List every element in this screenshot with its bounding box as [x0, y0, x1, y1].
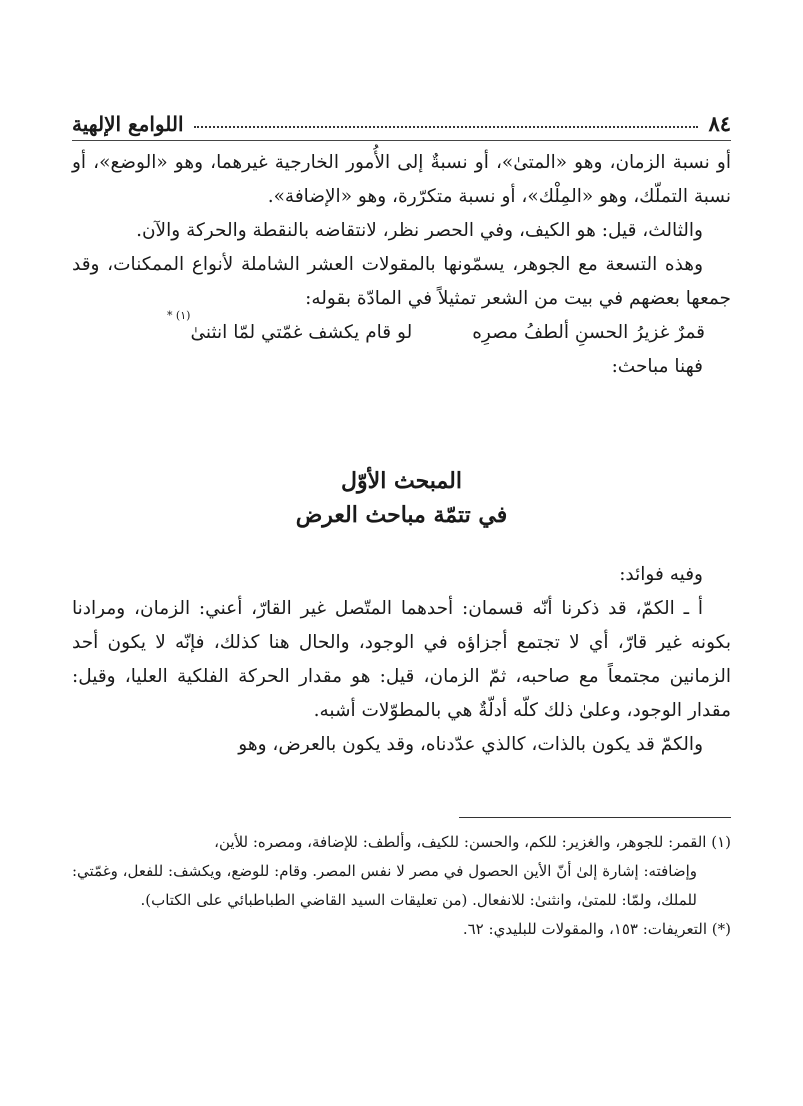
section-subtitle: في تتمّة مباحث العرض — [295, 502, 508, 528]
header-rule — [72, 140, 731, 141]
paragraph: فهنا مباحث: — [611, 356, 703, 377]
footnote-2: (*) التعريفات: ١٥٣، والمقولات للبليدي: ٦٢. — [462, 920, 731, 938]
verse-gap — [412, 316, 472, 350]
footnotes — [72, 828, 731, 944]
paragraph: وهذه التسعة مع الجوهر، يسمّونها بالمقولات العشر الشاملة لأنواع الممكنات، وقد جمعها بعضهم في بيت من الشعر تمثيلاً في المادّة بقوله: — [72, 254, 731, 309]
footnote-1-first-line: (١) القمر: للجوهر، والغزير: للكم، والحسن: للكيف، وألطف: للإضافة، ومصره: للأين، — [214, 833, 731, 851]
page-header — [72, 100, 731, 136]
text-block-main — [72, 558, 731, 762]
paragraph: والكمّ قد يكون بالذات، كالذي عدّدناه، وقد يكون بالعرض، وهو — [238, 734, 703, 755]
verse-second-hemistich: لو قام يكشف غمّتي لمّا انثنىٰ — [190, 322, 413, 343]
verse-first-hemistich: قمرٌ غزيرُ الحسنِ ألطفُ مصرِه — [472, 322, 705, 343]
footnote-markers: (١) * — [166, 309, 191, 322]
text-block-top — [72, 146, 731, 384]
running-title: اللوامع الإلهية — [72, 112, 184, 136]
paragraph: أو نسبة الزمان، وهو «المتىٰ»، أو نسبةٌ إلى الأُمور الخارجية غيرهما، وهو «الوضع»، أو نسبة التملّك، وهو «المِلْك»، أو نسبة متكرّرة، وهو «الإضافة». — [72, 152, 731, 207]
paragraph: وفيه فوائد: — [619, 564, 703, 585]
page-number: ٨٤ — [708, 111, 731, 136]
footnote-rule — [459, 817, 731, 818]
poetry-verse — [72, 309, 731, 350]
paragraph: أ ـ الكمّ، قد ذكرنا أنّه قسمان: أحدهما المتّصل غير القارّ، أعني: الزمان، ومرادنا بكونه غير قارّ، أي لا تجتمع أجزاؤه في الوجود، والحال هنا كذلك، فإنّه لا يكون أحد الزمانين مجتمعاً مع صاحبه، ثمّ الزمان، قيل: هو مقدار الحركة الفلكية العليا، وقيل: مقدار الوجود، وعلىٰ ذلك كلّه أدلّةٌ هي بالمطوّلات أشبه. — [72, 598, 731, 721]
section-title: المبحث الأوّل — [341, 468, 462, 494]
footnote-1-continuation: وإضافته: إشارة إلىٰ أنّ الأين الحصول في مصر لا نفس المصر. وقام: للوضع، ويكشف: للفعل، وغمّتي: للملك، ولمّا: للمتىٰ، وانثنىٰ: للانفعال. (من تعليقات السيد القاضي الطباطبائي على الكتاب). — [72, 862, 697, 909]
paragraph: والثالث، قيل: هو الكيف، وفي الحصر نظر، لانتقاضه بالنقطة والحركة والآن. — [136, 220, 703, 241]
header-dot-leader — [194, 126, 699, 128]
